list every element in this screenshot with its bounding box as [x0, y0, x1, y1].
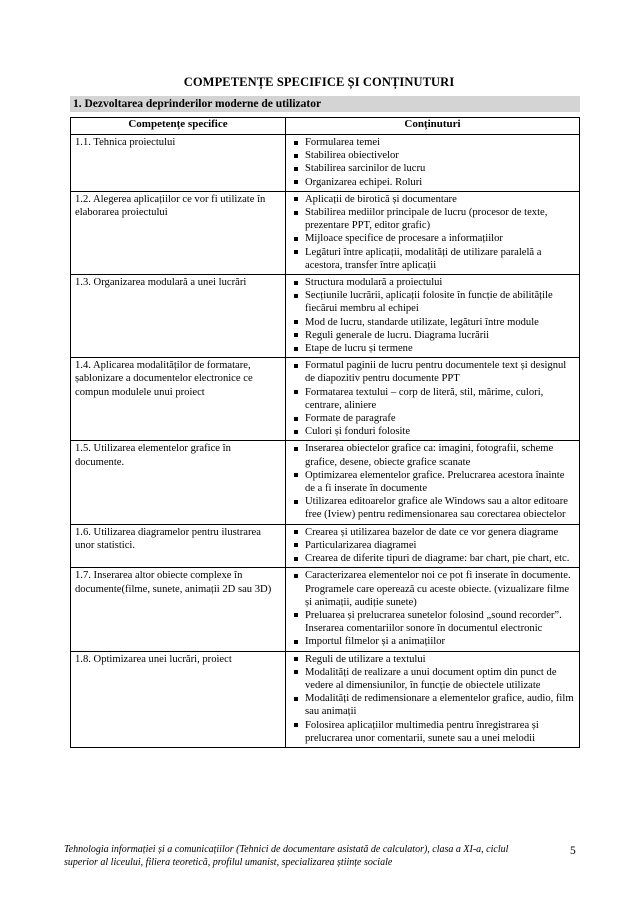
competence-cell: 1.6. Utilizarea diagramelor pentru ilustrarea unor statistici.: [71, 524, 286, 568]
contents-list: [290, 442, 575, 521]
page-footer: [64, 843, 554, 869]
list-item: Importul filmelor și a animațiilor: [290, 635, 575, 648]
header-contents: Conținuturi: [286, 118, 580, 135]
list-item: Reguli de utilizare a textului: [290, 653, 575, 666]
competence-cell: 1.5. Utilizarea elementelor grafice în documente.: [71, 441, 286, 524]
contents-cell: [286, 275, 580, 358]
contents-list: [290, 136, 575, 189]
list-item: Formularea temei: [290, 136, 575, 149]
list-item: Utilizarea editoarelor grafice ale Windows sau a altor editoare free (Iview) pentru redimensionarea sau corectarea obiectelor: [290, 495, 575, 521]
contents-cell: [286, 358, 580, 441]
table-row: [71, 275, 580, 358]
list-item: Stabilirea sarcinilor de lucru: [290, 162, 575, 175]
contents-list: [290, 193, 575, 272]
list-item: Caracterizarea elementelor noi ce pot fi inserate în documente. Programele care operează cu aceste obiecte. (vizualizare filme și animații, audiție sunete): [290, 569, 575, 609]
list-item: Reguli generale de lucru. Diagrama lucrării: [290, 329, 575, 342]
table-body: [71, 135, 580, 748]
table-row: [71, 191, 580, 274]
list-item: Particularizarea diagramei: [290, 539, 575, 552]
contents-cell: [286, 651, 580, 747]
section-heading: 1. Dezvoltarea deprinderilor moderne de utilizator: [70, 96, 580, 112]
list-item: Structura modulară a proiectului: [290, 276, 575, 289]
contents-cell: [286, 135, 580, 192]
contents-cell: [286, 191, 580, 274]
list-item: Mod de lucru, standarde utilizate, legături între module: [290, 316, 575, 329]
table-row: [71, 441, 580, 524]
competence-cell: 1.7. Inserarea altor obiecte complexe în documente(filme, sunete, animații 2D sau 3D): [71, 568, 286, 651]
table-row: [71, 568, 580, 651]
list-item: Culori și fonduri folosite: [290, 425, 575, 438]
list-item: Etape de lucru și termene: [290, 342, 575, 355]
table-row: [71, 358, 580, 441]
list-item: Organizarea echipei. Roluri: [290, 176, 575, 189]
competence-cell: 1.2. Alegerea aplicațiilor ce vor fi utilizate în elaborarea proiectului: [71, 191, 286, 274]
contents-cell: [286, 524, 580, 568]
table-row: [71, 135, 580, 192]
list-item: Formatarea textului – corp de literă, stil, mărime, culori, centrare, aliniere: [290, 386, 575, 412]
contents-cell: [286, 441, 580, 524]
list-item: Crearea și utilizarea bazelor de date ce vor genera diagrame: [290, 526, 575, 539]
header-competences: Competențe specifice: [71, 118, 286, 135]
contents-list: [290, 526, 575, 566]
contents-cell: [286, 568, 580, 651]
contents-list: [290, 276, 575, 355]
list-item: Aplicații de birotică și documentare: [290, 193, 575, 206]
table-row: [71, 651, 580, 747]
list-item: Crearea de diferite tipuri de diagrame: bar chart, pie chart, etc.: [290, 552, 575, 565]
list-item: Inserarea obiectelor grafice ca: imagini, fotografii, scheme grafice, desene, obiecte grafice scanate: [290, 442, 575, 468]
list-item: Mijloace specifice de procesare a informațiilor: [290, 232, 575, 245]
list-item: Secțiunile lucrării, aplicații folosite în funcție de abilitățile fiecărui membru al echipei: [290, 289, 575, 315]
footer-line: Tehnologia informației și a comunicațiilor (Tehnici de documentare asistată de calculator), clasa a XI-a, ciclul: [64, 844, 509, 855]
list-item: Legături între aplicații, modalități de utilizare paralelă a acestora, transfer între aplicații: [290, 246, 575, 272]
page-title: COMPETENȚE SPECIFICE ȘI CONȚINUTURI: [183, 75, 455, 89]
footer-line: superior al liceului, filiera teoretică, profilul umanist, specializarea științe sociale: [64, 857, 393, 868]
competence-cell: 1.4. Aplicarea modalităților de formatare, șablonizare a documentelor electronice ce compun modulele unui proiect: [71, 358, 286, 441]
page-number: 5: [570, 845, 576, 857]
competence-cell: 1.3. Organizarea modulară a unei lucrări: [71, 275, 286, 358]
list-item: Stabilirea obiectivelor: [290, 149, 575, 162]
table-row: [71, 524, 580, 568]
competences-table: [70, 117, 580, 748]
list-item: Folosirea aplicațiilor multimedia pentru înregistrarea și prelucrarea unor comentarii, sunete sau a unei melodii: [290, 719, 575, 745]
list-item: Optimizarea elementelor grafice. Prelucrarea acestora înainte de a fi inserate în documente: [290, 469, 575, 495]
contents-list: [290, 569, 575, 648]
table-header-row: [71, 118, 580, 135]
contents-list: [290, 653, 575, 745]
competence-cell: 1.8. Optimizarea unei lucrări, proiect: [71, 651, 286, 747]
list-item: Preluarea și prelucrarea sunetelor folosind „sound recorder”. Inserarea comentariilor sonore în documentul electronic: [290, 609, 575, 635]
list-item: Stabilirea mediilor principale de lucru (procesor de texte, prezentare PPT, editor grafic): [290, 206, 575, 232]
list-item: Formatul paginii de lucru pentru documentele text și designul de diapozitiv pentru documente PPT: [290, 359, 575, 385]
competence-cell: 1.1. Tehnica proiectului: [71, 135, 286, 192]
list-item: Modalități de redimensionare a elementelor grafice, audio, film sau animații: [290, 692, 575, 718]
list-item: Modalități de realizare a unui document optim din punct de vedere al dimensiunilor, în funcție de obiectele utilizate: [290, 666, 575, 692]
contents-list: [290, 359, 575, 438]
list-item: Formate de paragrafe: [290, 412, 575, 425]
